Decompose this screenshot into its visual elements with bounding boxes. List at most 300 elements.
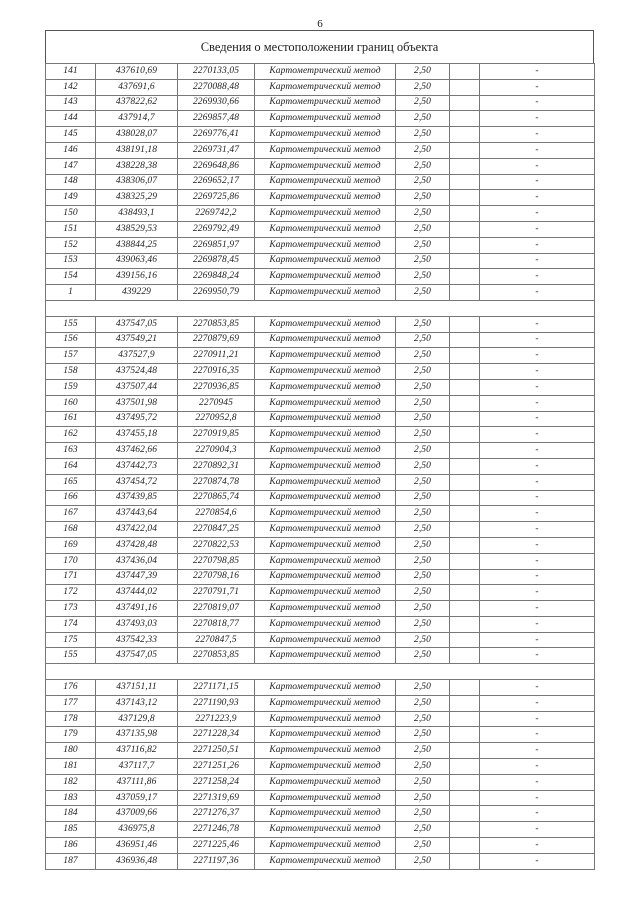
group-separator [46, 300, 595, 316]
accuracy-cell: 2,50 [396, 490, 450, 506]
accuracy-cell: 2,50 [396, 269, 450, 285]
table-row [46, 79, 595, 95]
remark-cell: - [480, 285, 595, 301]
y-coordinate-cell: 2270874,78 [178, 474, 255, 490]
table-row [46, 838, 595, 854]
blank-cell [450, 537, 480, 553]
table-row [46, 411, 595, 427]
table-row [46, 537, 595, 553]
remark-cell: - [480, 316, 595, 332]
table-row [46, 269, 595, 285]
remark-cell: - [480, 822, 595, 838]
table-row [46, 443, 595, 459]
table-row [46, 142, 595, 158]
x-coordinate-cell: 437822,62 [96, 95, 178, 111]
point-number-cell: 173 [46, 601, 96, 617]
accuracy-cell: 2,50 [396, 348, 450, 364]
blank-cell [450, 774, 480, 790]
table-row [46, 379, 595, 395]
table-row [46, 111, 595, 127]
blank-cell [450, 158, 480, 174]
table-row [46, 285, 595, 301]
blank-cell [450, 111, 480, 127]
table-row [46, 711, 595, 727]
x-coordinate-cell: 438844,25 [96, 237, 178, 253]
x-coordinate-cell: 437493,03 [96, 616, 178, 632]
y-coordinate-cell: 2269857,48 [178, 111, 255, 127]
accuracy-cell: 2,50 [396, 838, 450, 854]
y-coordinate-cell: 2269848,24 [178, 269, 255, 285]
x-coordinate-cell: 437914,7 [96, 111, 178, 127]
point-number-cell: 146 [46, 142, 96, 158]
point-number-cell: 169 [46, 537, 96, 553]
y-coordinate-cell: 2269725,86 [178, 190, 255, 206]
y-coordinate-cell: 2271228,34 [178, 727, 255, 743]
accuracy-cell: 2,50 [396, 379, 450, 395]
table-row [46, 190, 595, 206]
x-coordinate-cell: 439063,46 [96, 253, 178, 269]
y-coordinate-cell: 2270853,85 [178, 316, 255, 332]
x-coordinate-cell: 437135,98 [96, 727, 178, 743]
point-number-cell: 171 [46, 569, 96, 585]
y-coordinate-cell: 2270847,5 [178, 632, 255, 648]
y-coordinate-cell: 2271171,15 [178, 680, 255, 696]
table-row [46, 427, 595, 443]
y-coordinate-cell: 2269731,47 [178, 142, 255, 158]
separator-cell [46, 664, 595, 680]
x-coordinate-cell: 437116,82 [96, 743, 178, 759]
y-coordinate-cell: 2270798,85 [178, 553, 255, 569]
accuracy-cell: 2,50 [396, 727, 450, 743]
method-cell: Картометрический метод [255, 64, 396, 80]
accuracy-cell: 2,50 [396, 822, 450, 838]
y-coordinate-cell: 2270904,3 [178, 443, 255, 459]
method-cell: Картометрический метод [255, 522, 396, 538]
accuracy-cell: 2,50 [396, 395, 450, 411]
blank-cell [450, 285, 480, 301]
method-cell: Картометрический метод [255, 379, 396, 395]
blank-cell [450, 253, 480, 269]
remark-cell: - [480, 458, 595, 474]
table-row [46, 569, 595, 585]
blank-cell [450, 806, 480, 822]
blank-cell [450, 364, 480, 380]
x-coordinate-cell: 437542,33 [96, 632, 178, 648]
x-coordinate-cell: 437691,6 [96, 79, 178, 95]
table-row [46, 221, 595, 237]
accuracy-cell: 2,50 [396, 711, 450, 727]
remark-cell: - [480, 806, 595, 822]
point-number-cell: 155 [46, 648, 96, 664]
y-coordinate-cell: 2271225,46 [178, 838, 255, 854]
remark-cell: - [480, 443, 595, 459]
blank-cell [450, 695, 480, 711]
remark-cell: - [480, 348, 595, 364]
remark-cell: - [480, 616, 595, 632]
accuracy-cell: 2,50 [396, 253, 450, 269]
blank-cell [450, 316, 480, 332]
table-row [46, 759, 595, 775]
remark-cell: - [480, 158, 595, 174]
x-coordinate-cell: 437143,12 [96, 695, 178, 711]
x-coordinate-cell: 439156,16 [96, 269, 178, 285]
remark-cell: - [480, 680, 595, 696]
method-cell: Картометрический метод [255, 616, 396, 632]
blank-cell [450, 711, 480, 727]
blank-cell [450, 680, 480, 696]
accuracy-cell: 2,50 [396, 111, 450, 127]
point-number-cell: 180 [46, 743, 96, 759]
remark-cell: - [480, 427, 595, 443]
point-number-cell: 186 [46, 838, 96, 854]
method-cell: Картометрический метод [255, 727, 396, 743]
accuracy-cell: 2,50 [396, 411, 450, 427]
method-cell: Картометрический метод [255, 601, 396, 617]
accuracy-cell: 2,50 [396, 585, 450, 601]
point-number-cell: 168 [46, 522, 96, 538]
point-number-cell: 149 [46, 190, 96, 206]
accuracy-cell: 2,50 [396, 553, 450, 569]
remark-cell: - [480, 743, 595, 759]
method-cell: Картометрический метод [255, 364, 396, 380]
table-row [46, 743, 595, 759]
table-row [46, 601, 595, 617]
y-coordinate-cell: 2271319,69 [178, 790, 255, 806]
table-row [46, 616, 595, 632]
x-coordinate-cell: 437495,72 [96, 411, 178, 427]
point-number-cell: 144 [46, 111, 96, 127]
x-coordinate-cell: 436936,48 [96, 853, 178, 869]
method-cell: Картометрический метод [255, 174, 396, 190]
remark-cell: - [480, 379, 595, 395]
blank-cell [450, 790, 480, 806]
point-number-cell: 164 [46, 458, 96, 474]
method-cell: Картометрический метод [255, 395, 396, 411]
y-coordinate-cell: 2269776,41 [178, 127, 255, 143]
remark-cell: - [480, 585, 595, 601]
method-cell: Картометрический метод [255, 190, 396, 206]
section-title: Сведения о местоположении границ объекта [45, 30, 594, 63]
method-cell: Картометрический метод [255, 806, 396, 822]
x-coordinate-cell: 437442,73 [96, 458, 178, 474]
table-row [46, 790, 595, 806]
table-row [46, 206, 595, 222]
y-coordinate-cell: 2271258,24 [178, 774, 255, 790]
method-cell: Картометрический метод [255, 221, 396, 237]
blank-cell [450, 585, 480, 601]
table-row [46, 853, 595, 869]
y-coordinate-cell: 2270945 [178, 395, 255, 411]
accuracy-cell: 2,50 [396, 427, 450, 443]
x-coordinate-cell: 437547,05 [96, 648, 178, 664]
accuracy-cell: 2,50 [396, 601, 450, 617]
point-number-cell: 157 [46, 348, 96, 364]
table-row [46, 727, 595, 743]
accuracy-cell: 2,50 [396, 332, 450, 348]
x-coordinate-cell: 437111,86 [96, 774, 178, 790]
accuracy-cell: 2,50 [396, 364, 450, 380]
table-row [46, 332, 595, 348]
y-coordinate-cell: 2271250,51 [178, 743, 255, 759]
y-coordinate-cell: 2271190,93 [178, 695, 255, 711]
blank-cell [450, 727, 480, 743]
blank-cell [450, 443, 480, 459]
method-cell: Картометрический метод [255, 332, 396, 348]
method-cell: Картометрический метод [255, 822, 396, 838]
blank-cell [450, 648, 480, 664]
method-cell: Картометрический метод [255, 853, 396, 869]
point-number-cell: 167 [46, 506, 96, 522]
point-number-cell: 178 [46, 711, 96, 727]
remark-cell: - [480, 490, 595, 506]
method-cell: Картометрический метод [255, 759, 396, 775]
x-coordinate-cell: 437491,16 [96, 601, 178, 617]
y-coordinate-cell: 2271223,9 [178, 711, 255, 727]
point-number-cell: 172 [46, 585, 96, 601]
remark-cell: - [480, 190, 595, 206]
table-row [46, 474, 595, 490]
method-cell: Картометрический метод [255, 695, 396, 711]
remark-cell: - [480, 237, 595, 253]
method-cell: Картометрический метод [255, 632, 396, 648]
remark-cell: - [480, 506, 595, 522]
accuracy-cell: 2,50 [396, 174, 450, 190]
blank-cell [450, 743, 480, 759]
table-row [46, 806, 595, 822]
y-coordinate-cell: 2270798,16 [178, 569, 255, 585]
point-number-cell: 151 [46, 221, 96, 237]
blank-cell [450, 127, 480, 143]
point-number-cell: 160 [46, 395, 96, 411]
method-cell: Картометрический метод [255, 285, 396, 301]
point-number-cell: 181 [46, 759, 96, 775]
blank-cell [450, 632, 480, 648]
remark-cell: - [480, 759, 595, 775]
method-cell: Картометрический метод [255, 790, 396, 806]
x-coordinate-cell: 437444,02 [96, 585, 178, 601]
point-number-cell: 145 [46, 127, 96, 143]
accuracy-cell: 2,50 [396, 680, 450, 696]
accuracy-cell: 2,50 [396, 443, 450, 459]
y-coordinate-cell: 2270911,21 [178, 348, 255, 364]
accuracy-cell: 2,50 [396, 158, 450, 174]
method-cell: Картометрический метод [255, 206, 396, 222]
method-cell: Картометрический метод [255, 569, 396, 585]
remark-cell: - [480, 395, 595, 411]
table-row [46, 237, 595, 253]
point-number-cell: 174 [46, 616, 96, 632]
y-coordinate-cell: 2270916,35 [178, 364, 255, 380]
table-row [46, 680, 595, 696]
x-coordinate-cell: 437462,66 [96, 443, 178, 459]
method-cell: Картометрический метод [255, 458, 396, 474]
table-row [46, 64, 595, 80]
accuracy-cell: 2,50 [396, 127, 450, 143]
y-coordinate-cell: 2271276,37 [178, 806, 255, 822]
accuracy-cell: 2,50 [396, 285, 450, 301]
x-coordinate-cell: 438325,29 [96, 190, 178, 206]
y-coordinate-cell: 2270936,85 [178, 379, 255, 395]
method-cell: Картометрический метод [255, 680, 396, 696]
x-coordinate-cell: 436951,46 [96, 838, 178, 854]
remark-cell: - [480, 727, 595, 743]
method-cell: Картометрический метод [255, 111, 396, 127]
point-number-cell: 159 [46, 379, 96, 395]
blank-cell [450, 458, 480, 474]
x-coordinate-cell: 437428,48 [96, 537, 178, 553]
remark-cell: - [480, 95, 595, 111]
remark-cell: - [480, 711, 595, 727]
accuracy-cell: 2,50 [396, 237, 450, 253]
blank-cell [450, 822, 480, 838]
y-coordinate-cell: 2270853,85 [178, 648, 255, 664]
method-cell: Картометрический метод [255, 648, 396, 664]
blank-cell [450, 853, 480, 869]
table-row [46, 395, 595, 411]
method-cell: Картометрический метод [255, 253, 396, 269]
remark-cell: - [480, 221, 595, 237]
table-row [46, 506, 595, 522]
x-coordinate-cell: 437447,39 [96, 569, 178, 585]
accuracy-cell: 2,50 [396, 853, 450, 869]
accuracy-cell: 2,50 [396, 506, 450, 522]
remark-cell: - [480, 206, 595, 222]
remark-cell: - [480, 253, 595, 269]
point-number-cell: 153 [46, 253, 96, 269]
coordinates-table-body [46, 64, 595, 870]
method-cell: Картометрический метод [255, 127, 396, 143]
accuracy-cell: 2,50 [396, 806, 450, 822]
blank-cell [450, 759, 480, 775]
x-coordinate-cell: 438228,38 [96, 158, 178, 174]
method-cell: Картометрический метод [255, 316, 396, 332]
blank-cell [450, 221, 480, 237]
x-coordinate-cell: 437524,48 [96, 364, 178, 380]
y-coordinate-cell: 2269652,17 [178, 174, 255, 190]
table-row [46, 522, 595, 538]
method-cell: Картометрический метод [255, 506, 396, 522]
method-cell: Картометрический метод [255, 585, 396, 601]
blank-cell [450, 506, 480, 522]
blank-cell [450, 379, 480, 395]
point-number-cell: 161 [46, 411, 96, 427]
point-number-cell: 166 [46, 490, 96, 506]
table-row [46, 364, 595, 380]
blank-cell [450, 553, 480, 569]
table-row [46, 774, 595, 790]
accuracy-cell: 2,50 [396, 142, 450, 158]
remark-cell: - [480, 142, 595, 158]
blank-cell [450, 474, 480, 490]
accuracy-cell: 2,50 [396, 221, 450, 237]
blank-cell [450, 237, 480, 253]
point-number-cell: 179 [46, 727, 96, 743]
blank-cell [450, 395, 480, 411]
blank-cell [450, 838, 480, 854]
blank-cell [450, 79, 480, 95]
accuracy-cell: 2,50 [396, 616, 450, 632]
method-cell: Картометрический метод [255, 838, 396, 854]
blank-cell [450, 427, 480, 443]
x-coordinate-cell: 437507,44 [96, 379, 178, 395]
table-row [46, 553, 595, 569]
point-number-cell: 152 [46, 237, 96, 253]
point-number-cell: 162 [46, 427, 96, 443]
accuracy-cell: 2,50 [396, 206, 450, 222]
blank-cell [450, 332, 480, 348]
y-coordinate-cell: 2271251,26 [178, 759, 255, 775]
method-cell: Картометрический метод [255, 743, 396, 759]
point-number-cell: 154 [46, 269, 96, 285]
blank-cell [450, 569, 480, 585]
x-coordinate-cell: 437610,69 [96, 64, 178, 80]
y-coordinate-cell: 2269851,97 [178, 237, 255, 253]
blank-cell [450, 601, 480, 617]
point-number-cell: 148 [46, 174, 96, 190]
method-cell: Картометрический метод [255, 443, 396, 459]
x-coordinate-cell: 438493,1 [96, 206, 178, 222]
blank-cell [450, 174, 480, 190]
remark-cell: - [480, 695, 595, 711]
table-row [46, 632, 595, 648]
method-cell: Картометрический метод [255, 269, 396, 285]
point-number-cell: 142 [46, 79, 96, 95]
y-coordinate-cell: 2269878,45 [178, 253, 255, 269]
y-coordinate-cell: 2269648,86 [178, 158, 255, 174]
method-cell: Картометрический метод [255, 142, 396, 158]
remark-cell: - [480, 569, 595, 585]
method-cell: Картометрический метод [255, 474, 396, 490]
y-coordinate-cell: 2270822,53 [178, 537, 255, 553]
blank-cell [450, 348, 480, 364]
y-coordinate-cell: 2269792,49 [178, 221, 255, 237]
x-coordinate-cell: 439229 [96, 285, 178, 301]
x-coordinate-cell: 437151,11 [96, 680, 178, 696]
point-number-cell: 150 [46, 206, 96, 222]
table-row [46, 95, 595, 111]
accuracy-cell: 2,50 [396, 774, 450, 790]
y-coordinate-cell: 2270791,71 [178, 585, 255, 601]
method-cell: Картометрический метод [255, 79, 396, 95]
x-coordinate-cell: 436975,8 [96, 822, 178, 838]
point-number-cell: 1 [46, 285, 96, 301]
table-row [46, 127, 595, 143]
x-coordinate-cell: 437422,04 [96, 522, 178, 538]
y-coordinate-cell: 2269742,2 [178, 206, 255, 222]
accuracy-cell: 2,50 [396, 64, 450, 80]
x-coordinate-cell: 437455,18 [96, 427, 178, 443]
x-coordinate-cell: 437549,21 [96, 332, 178, 348]
remark-cell: - [480, 174, 595, 190]
x-coordinate-cell: 437009,66 [96, 806, 178, 822]
table-row [46, 648, 595, 664]
blank-cell [450, 95, 480, 111]
blank-cell [450, 490, 480, 506]
accuracy-cell: 2,50 [396, 695, 450, 711]
blank-cell [450, 142, 480, 158]
x-coordinate-cell: 437501,98 [96, 395, 178, 411]
remark-cell: - [480, 601, 595, 617]
point-number-cell: 182 [46, 774, 96, 790]
table-row [46, 348, 595, 364]
blank-cell [450, 64, 480, 80]
method-cell: Картометрический метод [255, 490, 396, 506]
blank-cell [450, 190, 480, 206]
method-cell: Картометрический метод [255, 237, 396, 253]
remark-cell: - [480, 553, 595, 569]
method-cell: Картометрический метод [255, 411, 396, 427]
point-number-cell: 141 [46, 64, 96, 80]
